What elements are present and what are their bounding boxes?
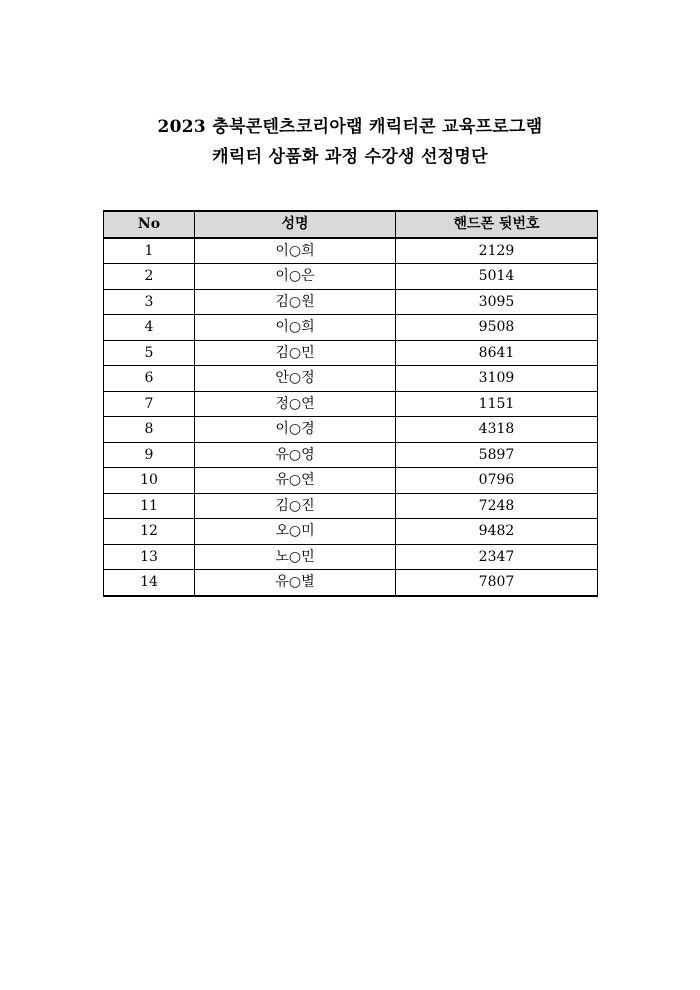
- cell-phone: 0796: [396, 468, 598, 494]
- cell-no: 14: [104, 570, 195, 596]
- table-row: [104, 391, 598, 417]
- cell-name: 오○미: [195, 519, 396, 545]
- cell-no: 6: [104, 366, 195, 392]
- title-line-2: 캐릭터 상품화 과정 수강생 선정명단: [212, 147, 488, 167]
- cell-phone: 4318: [396, 417, 598, 443]
- table-row: [104, 442, 598, 468]
- cell-name: 유○영: [195, 442, 396, 468]
- table-row: [104, 315, 598, 341]
- cell-name: 노○민: [195, 544, 396, 570]
- table-header-row: [104, 211, 598, 238]
- cell-phone: 9508: [396, 315, 598, 341]
- header-no: No: [104, 211, 195, 238]
- cell-name: 이○희: [195, 238, 396, 264]
- cell-no: 12: [104, 519, 195, 545]
- table-row: [104, 519, 598, 545]
- header-name: 성명: [195, 211, 396, 238]
- cell-phone: 5014: [396, 264, 598, 290]
- title-line-1: 2023 충북콘텐츠코리아랩 캐릭터콘 교육프로그램: [157, 117, 543, 137]
- cell-phone: 8641: [396, 340, 598, 366]
- cell-name: 유○연: [195, 468, 396, 494]
- cell-name: 정○연: [195, 391, 396, 417]
- cell-no: 3: [104, 289, 195, 315]
- cell-no: 10: [104, 468, 195, 494]
- table-row: [104, 366, 598, 392]
- cell-no: 7: [104, 391, 195, 417]
- table-row: [104, 238, 598, 264]
- table-body: [104, 238, 598, 596]
- cell-phone: 5897: [396, 442, 598, 468]
- cell-no: 2: [104, 264, 195, 290]
- cell-phone: 3109: [396, 366, 598, 392]
- table-row: [104, 340, 598, 366]
- header-phone: 핸드폰 뒷번호: [396, 211, 598, 238]
- cell-name: 이○은: [195, 264, 396, 290]
- cell-no: 13: [104, 544, 195, 570]
- cell-phone: 7248: [396, 493, 598, 519]
- cell-phone: 2129: [396, 238, 598, 264]
- cell-phone: 2347: [396, 544, 598, 570]
- cell-no: 4: [104, 315, 195, 341]
- cell-no: 9: [104, 442, 195, 468]
- cell-name: 안○정: [195, 366, 396, 392]
- cell-name: 이○경: [195, 417, 396, 443]
- cell-name: 김○민: [195, 340, 396, 366]
- cell-no: 5: [104, 340, 195, 366]
- table-row: [104, 264, 598, 290]
- table-row: [104, 417, 598, 443]
- cell-phone: 3095: [396, 289, 598, 315]
- cell-phone: 1151: [396, 391, 598, 417]
- table-row: [104, 570, 598, 596]
- cell-no: 1: [104, 238, 195, 264]
- selection-roster-table: [103, 210, 598, 597]
- cell-phone: 9482: [396, 519, 598, 545]
- cell-no: 8: [104, 417, 195, 443]
- cell-phone: 7807: [396, 570, 598, 596]
- table-row: [104, 493, 598, 519]
- cell-no: 11: [104, 493, 195, 519]
- cell-name: 김○원: [195, 289, 396, 315]
- cell-name: 이○희: [195, 315, 396, 341]
- table-row: [104, 544, 598, 570]
- cell-name: 김○진: [195, 493, 396, 519]
- cell-name: 유○별: [195, 570, 396, 596]
- table-row: [104, 289, 598, 315]
- table-row: [104, 468, 598, 494]
- document-title: [0, 112, 700, 172]
